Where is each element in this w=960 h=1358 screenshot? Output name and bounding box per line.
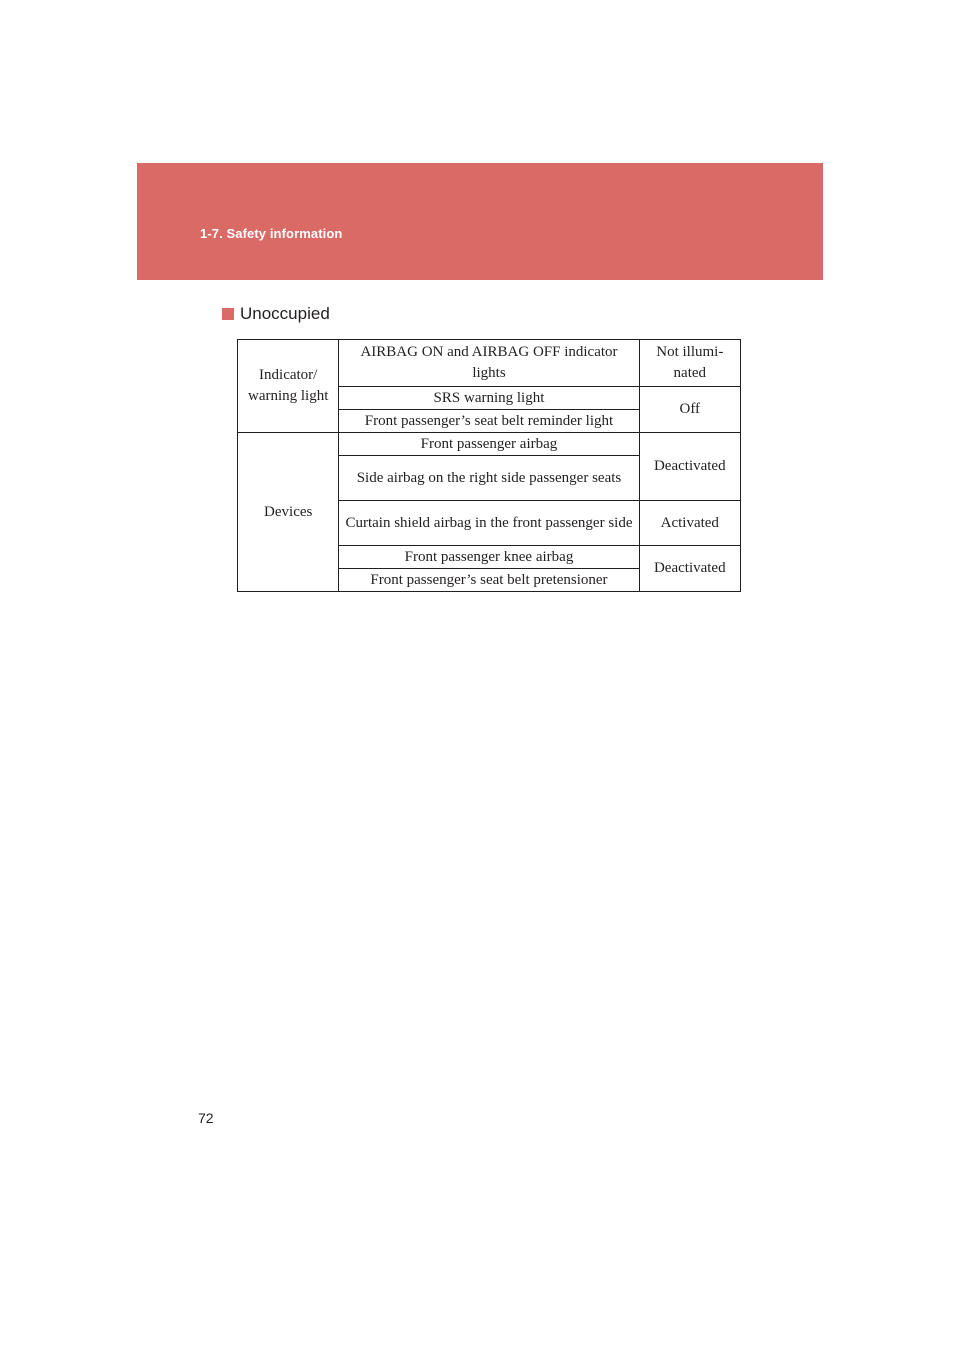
table-cell-status: Deactivated [639,433,740,501]
section-title: 1-7. Safety information [200,226,343,241]
table-row [238,433,741,456]
table-cell-item: Side airbag on the right side passenger seats [339,456,639,501]
table-cell-item: AIRBAG ON and AIRBAG OFF indicator lights [339,340,639,387]
status-table [237,339,741,592]
subheading [222,304,330,324]
table-cell-item: Front passenger’s seat belt pretensioner [339,569,639,592]
header-band [137,163,823,280]
table-cell-item: Curtain shield airbag in the front passenger side [339,501,639,546]
table-cell-item: SRS warning light [339,387,639,410]
table-cell-status: Activated [639,501,740,546]
table-cell-status: Off [639,387,740,433]
table-cell-status: Not illumi-nated [639,340,740,387]
table-cell-status: Deactivated [639,546,740,592]
table-cell-item: Front passenger’s seat belt reminder light [339,410,639,433]
table-cell-item: Front passenger airbag [339,433,639,456]
page-number: 72 [198,1110,214,1126]
subheading-title: Unoccupied [240,304,330,323]
table-cell-item: Front passenger knee airbag [339,546,639,569]
devices-category-label: Devices [238,433,339,592]
table-row [238,340,741,387]
red-square-icon [222,308,234,320]
indicator-category-label: Indicator/ warning light [238,340,339,433]
